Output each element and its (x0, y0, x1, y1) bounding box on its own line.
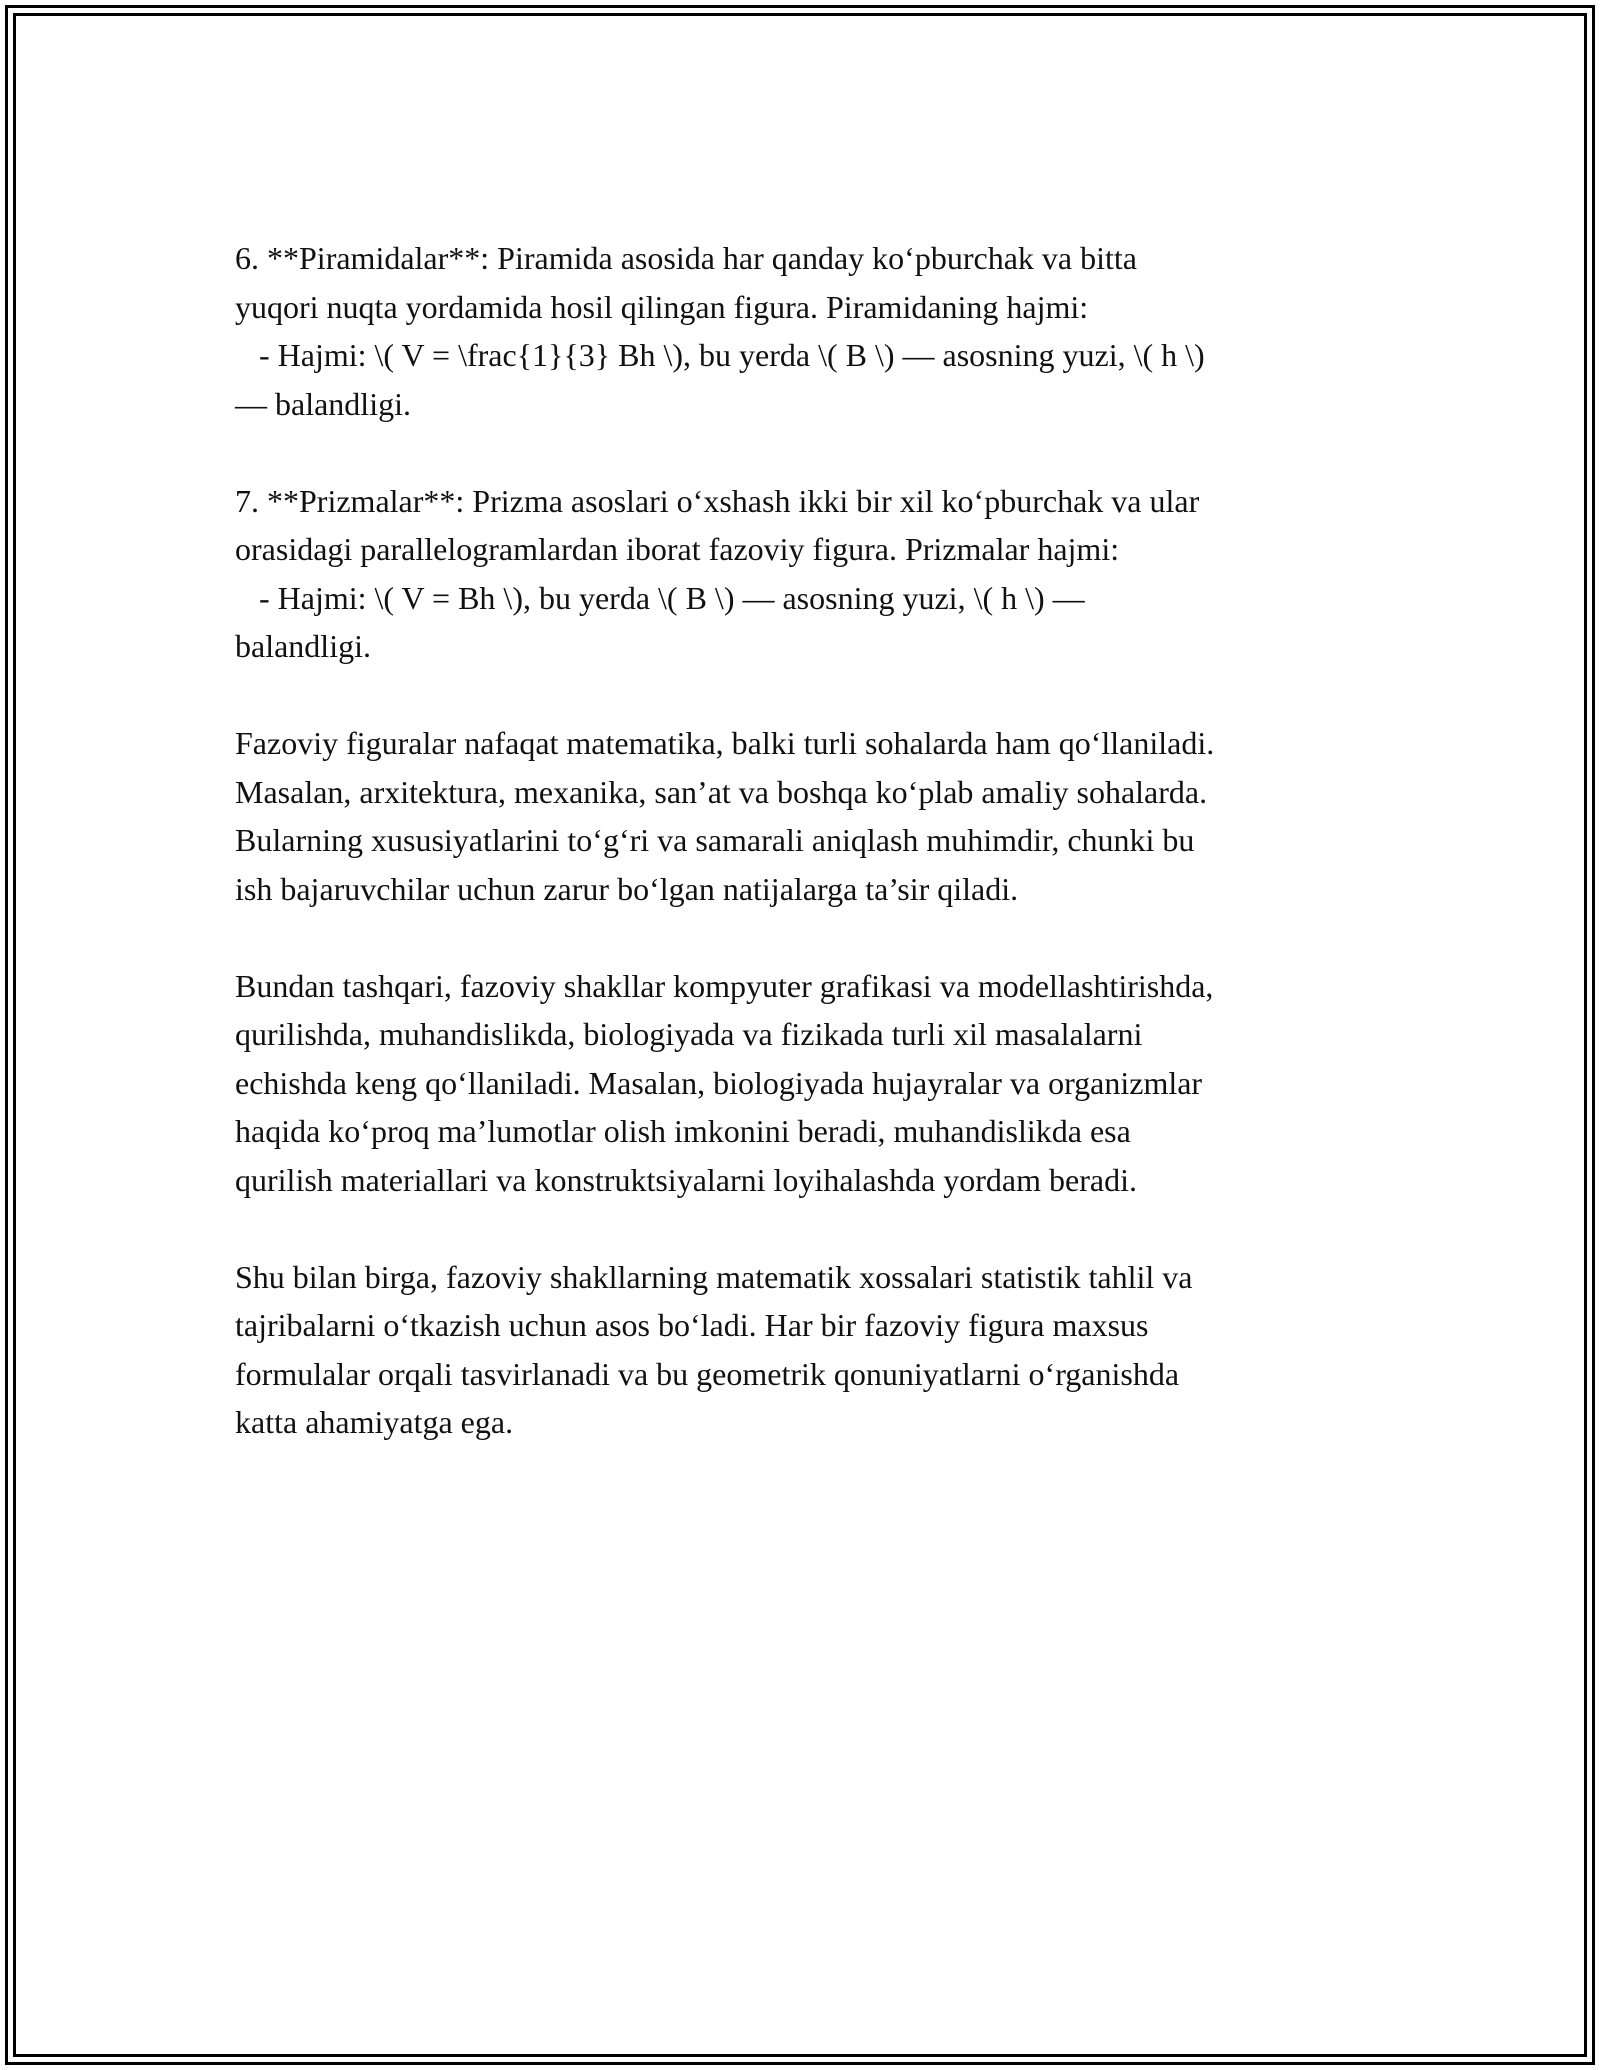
paragraph-bundan-tashqari (235, 962, 1375, 1205)
text-line: formulalar orqali tasvirlanadi va bu geometrik qonuniyatlarni oʻrganishda (235, 1355, 1180, 1392)
text-line: echishda keng qoʻllaniladi. Masalan, biologiyada hujayralar va organizmlar (235, 1064, 1203, 1101)
paragraph-piramidalar (235, 234, 1375, 428)
text-line: - Hajmi: \( V = Bh \), bu yerda \( B \) — asosning yuzi, \( h \) — (235, 579, 1085, 616)
paragraph-prizmalar (235, 477, 1375, 671)
text-line: tajribalarni oʻtkazish uchun asos boʻladi. Har bir fazoviy figura maxsus (235, 1307, 1149, 1343)
text-line: Bundan tashqari, fazoviy shakllar kompyuter grafikasi va modellashtirishda, (235, 967, 1214, 1004)
text-line: balandligi. (235, 628, 371, 664)
text-line: Masalan, arxitektura, mexanika, san’at va boshqa koʻplab amaliy sohalarda. (235, 773, 1208, 810)
text-line: Fazoviy figuralar nafaqat matematika, balki turli sohalarda ham qoʻllaniladi. (235, 725, 1215, 761)
text-line: 6. **Piramidalar**: Piramida asosida har qanday koʻpburchak va bitta (235, 240, 1137, 276)
text-line: ish bajaruvchilar uchun zarur boʻlgan natijalarga ta’sir qiladi. (235, 870, 1019, 907)
text-line: katta ahamiyatga ega. (235, 1404, 514, 1440)
paragraph-shu-bilan-birga (235, 1253, 1375, 1447)
text-line: Bularning xususiyatlarini toʻgʻri va samarali aniqlash muhimdir, chunki bu (235, 822, 1195, 858)
text-line: qurilish materiallari va konstruktsiyalarni loyihalashda yordam beradi. (235, 1161, 1137, 1198)
text-line: — balandligi. (235, 385, 411, 422)
paragraph-fazoviy-figuralar (235, 719, 1375, 913)
text-line: 7. **Prizmalar**: Prizma asoslari oʻxshash ikki bir xil koʻpburchak va ular (235, 482, 1200, 519)
text-line: haqida koʻproq ma’lumotlar olish imkonini beradi, muhandislikda esa (235, 1113, 1131, 1149)
text-line: - Hajmi: \( V = \frac{1}{3} Bh \), bu yerda \( B \) — asosning yuzi, \( h \) (235, 337, 1205, 373)
document-body (235, 234, 1375, 1495)
text-line: Shu bilan birga, fazoviy shakllarning matematik xossalari statistik tahlil va (235, 1258, 1193, 1295)
text-line: qurilishda, muhandislikda, biologiyada va fizikada turli xil masalalarni (235, 1016, 1143, 1052)
text-line: orasidagi parallelogramlardan iborat fazoviy figura. Prizmalar hajmi: (235, 531, 1120, 567)
text-line: yuqori nuqta yordamida hosil qilingan figura. Piramidaning hajmi: (235, 288, 1089, 325)
